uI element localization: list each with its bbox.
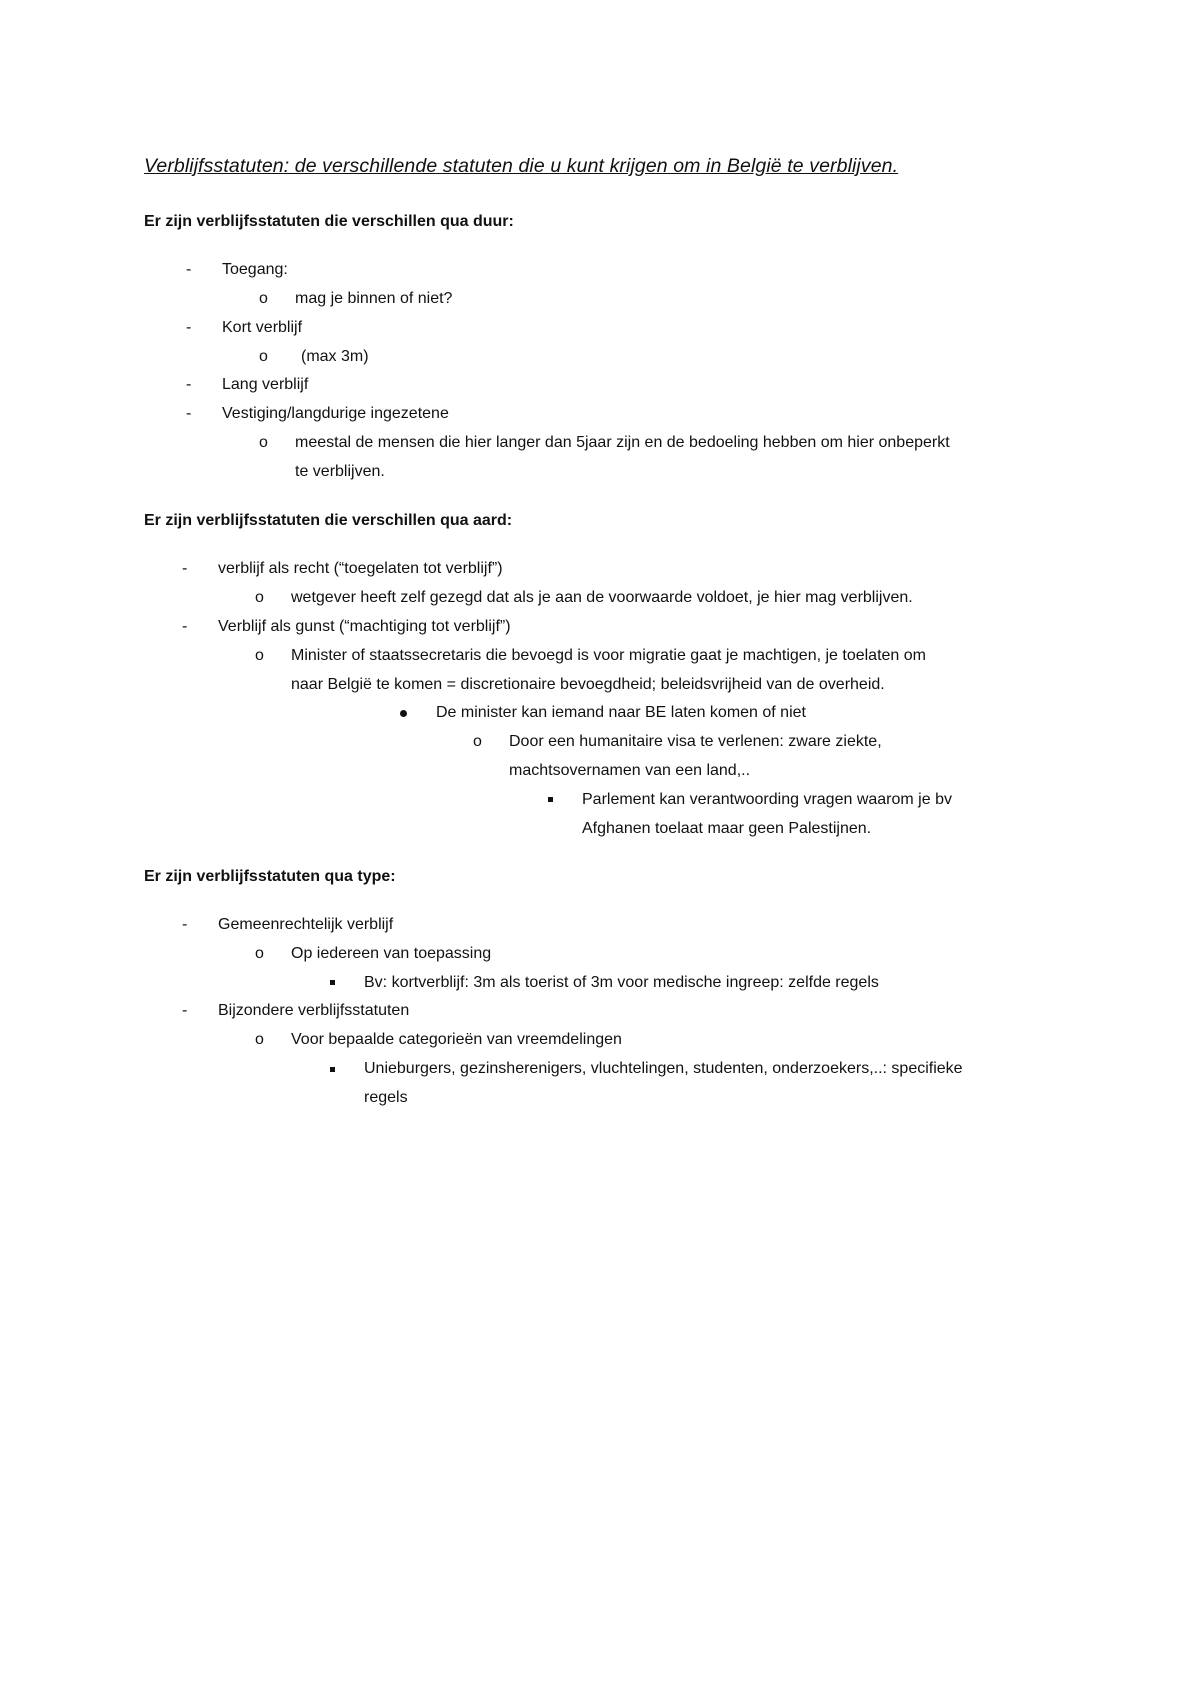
bullet-square: [330, 980, 335, 985]
list-subsubitem: Unieburgers, gezinsherenigers, vluchtelingen, studenten, onderzoekers,..: specifieke: [364, 1060, 963, 1077]
list-subsubitem-continued: regels: [364, 1089, 408, 1106]
list-item: Kort verblijf: [222, 319, 303, 336]
list-subitem-continued: naar België te komen = discretionaire bevoegdheid; beleidsvrijheid van de overheid.: [291, 676, 885, 693]
bullet-square: [330, 1067, 335, 1072]
page-title: Verblijfsstatuten: de verschillende statuten die u kunt krijgen om in België te verblijven.: [144, 155, 899, 177]
section-heading-type: Er zijn verblijfsstatuten qua type:: [144, 868, 396, 885]
dash-marker: -: [186, 261, 192, 278]
list-subitem: (max 3m): [301, 348, 369, 365]
dash-marker: -: [186, 405, 192, 422]
list-subitem-continued: machtsovernamen van een land,..: [509, 762, 751, 779]
list-item: Gemeenrechtelijk verblijf: [218, 916, 394, 933]
dash-marker: -: [186, 376, 192, 393]
list-item: Lang verblijf: [222, 376, 309, 393]
circle-marker: o: [255, 589, 264, 606]
dash-marker: -: [182, 1002, 188, 1019]
list-subitem: mag je binnen of niet?: [295, 290, 453, 307]
dash-marker: -: [182, 618, 188, 635]
list-subsubitem: Bv: kortverblijf: 3m als toerist of 3m voor medische ingreep: zelfde regels: [364, 974, 879, 991]
circle-marker: o: [255, 647, 264, 664]
list-item: Toegang:: [222, 261, 288, 278]
dash-marker: -: [186, 319, 192, 336]
list-subitem: meestal de mensen die hier langer dan 5jaar zijn en de bedoeling hebben om hier onbeperkt: [295, 434, 950, 451]
bullet-square: [548, 797, 553, 802]
circle-marker: o: [255, 945, 264, 962]
dash-marker: -: [182, 560, 188, 577]
list-subitem: Voor bepaalde categorieën van vreemdelingen: [291, 1031, 622, 1048]
list-subsubitem: Parlement kan verantwoording vragen waarom je bv: [582, 791, 952, 808]
list-subitem: Minister of staatssecretaris die bevoegd is voor migratie gaat je machtigen, je toelaten om: [291, 647, 926, 664]
list-bullet-item: De minister kan iemand naar BE laten komen of niet: [436, 704, 806, 721]
list-item: Verblijf als gunst (“machtiging tot verblijf”): [218, 618, 511, 635]
list-subitem: wetgever heeft zelf gezegd dat als je aan de voorwaarde voldoet, je hier mag verblijven.: [291, 589, 913, 606]
list-subitem: Door een humanitaire visa te verlenen: zware ziekte,: [509, 733, 882, 750]
section-heading-aard: Er zijn verblijfsstatuten die verschillen qua aard:: [144, 512, 513, 529]
dash-marker: -: [182, 916, 188, 933]
list-item: Bijzondere verblijfsstatuten: [218, 1002, 410, 1019]
circle-marker: o: [259, 348, 268, 365]
list-item: verblijf als recht (“toegelaten tot verblijf”): [218, 560, 503, 577]
circle-marker: o: [473, 733, 482, 750]
list-subitem-continued: te verblijven.: [295, 463, 385, 480]
circle-marker: o: [259, 434, 268, 451]
list-subitem: Op iedereen van toepassing: [291, 945, 492, 962]
circle-marker: o: [255, 1031, 264, 1048]
list-item: Vestiging/langdurige ingezetene: [222, 405, 449, 422]
section-heading-duur: Er zijn verblijfsstatuten die verschillen qua duur:: [144, 213, 514, 230]
bullet-dot: [400, 710, 407, 717]
list-subsubitem-continued: Afghanen toelaat maar geen Palestijnen.: [582, 820, 872, 837]
circle-marker: o: [259, 290, 268, 307]
